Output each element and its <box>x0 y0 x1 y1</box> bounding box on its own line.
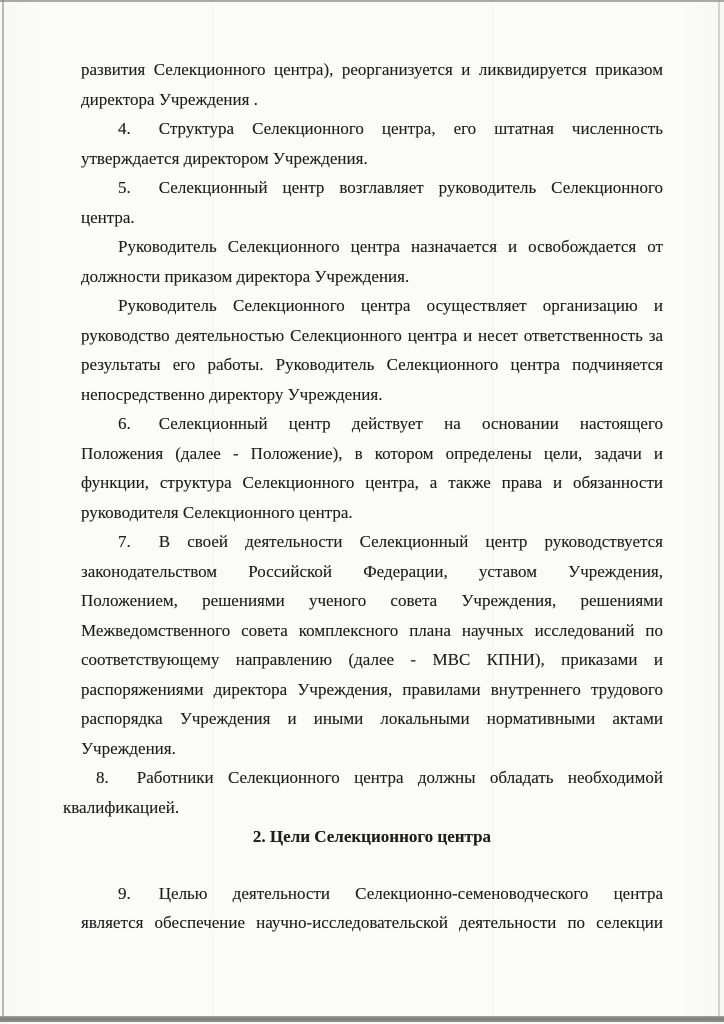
text-line: руководство деятельностью Селекционного центра и несет ответственность за <box>81 325 663 345</box>
line-text: Селекционный центр возглавляет руководитель Селекционного <box>158 178 663 197</box>
scan-edge-left <box>2 0 4 1018</box>
paragraph <box>81 879 663 938</box>
paragraph <box>81 114 663 173</box>
paragraph-number: 6. <box>118 414 131 433</box>
text-line: Положения (далее - Положение), в котором определены цели, задачи и <box>81 443 663 463</box>
text-line <box>81 114 663 144</box>
text-line: результаты его работы. Руководитель Селекционного центра подчиняется <box>81 355 663 374</box>
text-line: Руководитель Селекционного центра назначается и освобождается от <box>118 237 663 256</box>
paragraph <box>81 527 663 763</box>
line-text: Работники Селекционного центра должны обладать необходимой <box>136 768 663 787</box>
text-line: непосредственно директору Учреждения. <box>81 384 383 404</box>
text-line: утверждается директором Учреждения. <box>81 148 368 168</box>
paragraph <box>81 232 663 291</box>
text-line: законодательством Российской Федерации, уставом Учреждения, <box>81 561 663 581</box>
paragraph-number: 8. <box>96 768 109 787</box>
text-line: Руководитель Селекционного центра осуществляет организацию и <box>118 296 663 315</box>
scan-edge-bottom <box>0 1016 724 1022</box>
text-line: Учреждения. <box>81 738 176 758</box>
paragraph <box>81 55 663 114</box>
text-line: функции, структура Селекционного центра, а также права и обязанности <box>81 473 663 492</box>
text-line: соответствующему направлению (далее - МВС КПНИ), приказами и <box>81 650 663 669</box>
scan-edge-top <box>0 0 724 2</box>
text-line <box>81 527 663 557</box>
text-line: распорядка Учреждения и иными локальными нормативными актами <box>81 709 663 728</box>
paragraph-number: 9. <box>118 883 131 903</box>
scan-edge-right <box>718 0 720 1018</box>
paragraph <box>81 409 663 527</box>
text-line: руководителя Селекционного центра. <box>81 502 353 522</box>
line-text: В своей деятельности Селекционный центр руководствуется <box>158 532 663 551</box>
paragraph-number: 5. <box>118 178 131 197</box>
paragraph <box>81 291 663 409</box>
text-line: квалификацией. <box>63 797 180 817</box>
text-line: распоряжениями директора Учреждения, правилами внутреннего трудового <box>81 679 663 699</box>
document-body <box>63 55 663 938</box>
text-line <box>81 879 663 909</box>
paragraph-number: 4. <box>118 119 131 138</box>
text-line: директора Учреждения . <box>81 89 258 109</box>
text-line: центра. <box>81 207 135 227</box>
text-line: развития Селекционного центра), реорганизуется и ликвидируется приказом <box>81 60 663 79</box>
paragraph <box>81 173 663 232</box>
text-line: является обеспечение научно-исследовательской деятельности по селекции <box>81 913 663 932</box>
text-line: Положением, решениями ученого совета Учреждения, решениями <box>81 591 663 610</box>
text-line: Межведомственного совета комплексного плана научных исследований по <box>81 620 663 640</box>
text-line <box>81 173 663 203</box>
line-text: Селекционный центр действует на основании настоящего <box>158 414 663 433</box>
paragraph-number: 7. <box>118 532 131 551</box>
paragraph <box>63 763 663 822</box>
line-text: Структура Селекционного центра, его штатная численность <box>158 119 663 138</box>
section-heading: 2. Цели Селекционного центра <box>252 827 492 846</box>
line-text: Целью деятельности Селекционно-семеноводческого центра <box>158 883 663 903</box>
text-line <box>63 763 663 793</box>
text-line <box>81 409 663 439</box>
text-line: должности приказом директора Учреждения. <box>81 266 410 286</box>
